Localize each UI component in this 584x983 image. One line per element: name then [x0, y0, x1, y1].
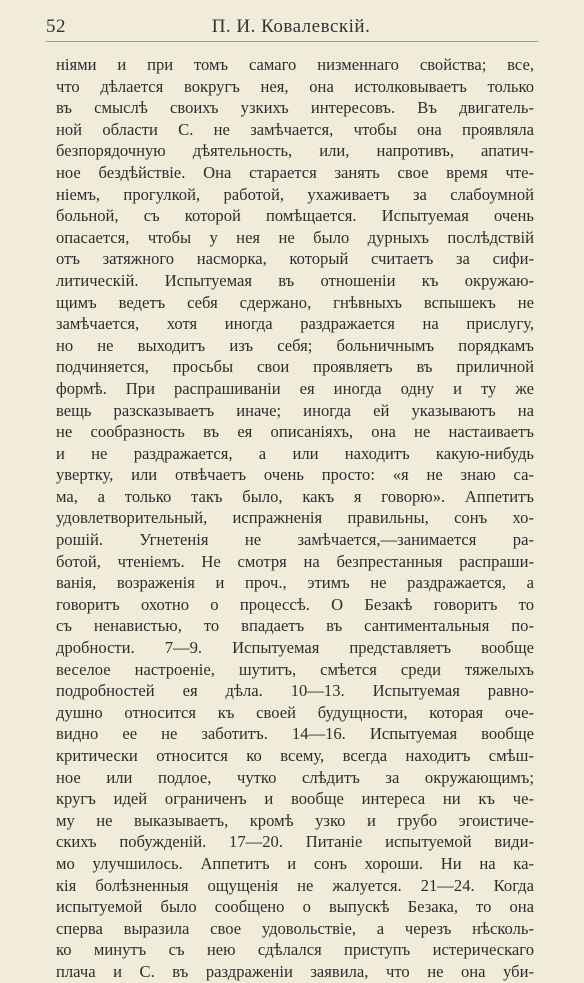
text-line: опасается, чтобы у нея не было дурныхъ послѣдствій: [56, 227, 534, 247]
body-text: [56, 54, 534, 983]
text-line: мо улучшилось. Аппетитъ и сонъ хороши. Ни на ка-: [56, 853, 534, 873]
text-line: и не раздражается, а или находитъ какую-нибудь: [56, 443, 534, 463]
text-line: ванія, возраженія и проч., этимъ не раздражается, а: [56, 573, 534, 593]
text-line: ніемъ, прогулкой, работой, ухаживаетъ за слабоумной: [56, 184, 534, 204]
text-line: кія болѣзненныя ощущенія не жалуется. 21—24. Когда: [56, 875, 534, 895]
text-line: дробности. 7—9. Испытуемая представляетъ вообще: [56, 638, 534, 658]
text-line: литическій. Испытуемая въ отношеніи къ окружаю-: [56, 270, 534, 290]
text-line: видно ее не заботитъ. 14—16. Испытуемая вообще: [56, 724, 534, 744]
text-line: му не выказываетъ, кромѣ узко и грубо эгоистиче-: [56, 810, 534, 830]
text-line: ніями и при томъ самаго низменнаго свойства; все,: [56, 55, 534, 74]
text-line: критически относится ко всему, всегда находитъ смѣш-: [56, 746, 534, 765]
text-line: кругъ идей ограниченъ и вообще интереса ни къ че-: [56, 789, 534, 809]
text-line: ное бездѣйствіе. Она старается занять свое время чте-: [56, 162, 534, 182]
text-line: въ смыслѣ своихъ узкихъ интересовъ. Въ двигатель-: [56, 98, 534, 118]
header-rule: [46, 41, 538, 42]
text-line: вещь разсказываетъ иначе; иногда ей указываютъ на: [56, 400, 534, 420]
text-line: но не выходитъ изъ себя; больничнымъ порядкамъ: [56, 335, 534, 355]
text-line: больной, съ которой помѣщается. Испытуемая очень: [56, 206, 534, 226]
text-line: ботой, чтеніемъ. Не смотря на безпрестанныя распраши-: [56, 551, 534, 571]
page-number: 52: [46, 16, 66, 37]
text-line: формѣ. При распрашиваніи ея иногда одну и ту же: [56, 378, 534, 398]
text-line: душно относится къ своей будущности, которая оче-: [56, 702, 534, 722]
text-line: плача и С. въ раздраженіи заявила, что не она уби-: [56, 961, 534, 981]
text-line: ной области С. не замѣчается, чтобы она проявляла: [56, 119, 534, 139]
text-line: рошій. Угнетенія не замѣчается,—занимается ра-: [56, 530, 534, 550]
text-line: говоритъ охотно о процессѣ. О Безакѣ говоритъ то: [56, 594, 534, 614]
text-line: отъ затяжного насморка, который считаетъ за сифи-: [56, 249, 534, 269]
text-line: съ ненавистью, то впадаетъ въ сантиментальныя по-: [56, 616, 534, 636]
text-line: ма, а только такъ было, какъ я говорю». Аппетитъ: [56, 486, 534, 506]
running-title: П. И. Ковалевскій.: [211, 16, 371, 37]
text-line: испытуемой было сообщено о выпускѣ Безака, то она: [56, 897, 534, 917]
text-line: веселое настроеніе, шутитъ, смѣется среди тяжелыхъ: [56, 659, 534, 679]
text-line: что дѣлается вокругъ нея, она истолковываетъ только: [56, 76, 534, 96]
text-line: скихъ побужденій. 17—20. Питаніе испытуемой види-: [56, 832, 534, 852]
text-line: увертку, или отвѣчаетъ очень просто: «я не знаю са-: [56, 465, 534, 485]
text-line: удовлетворительный, испражненія правильны, сонъ хо-: [56, 508, 534, 528]
running-head: [46, 10, 536, 40]
text-line: замѣчается, хотя иногда раздражается на прислугу,: [56, 314, 534, 334]
text-line: ко минутъ съ нею сдѣлался приступъ истерическаго: [56, 940, 534, 960]
text-line: щимъ ведетъ себя сдержано, гнѣвныхъ вспышекъ не: [56, 292, 534, 312]
text-line: ное или подлое, чутко слѣдитъ за окружающимъ;: [56, 767, 534, 787]
text-line: сперва выразила свое удовольствіе, а черезъ нѣсколь-: [56, 918, 534, 938]
text-line: подробностей ея дѣла. 10—13. Испытуемая равно-: [56, 681, 534, 701]
text-line: подчиняется, просьбы свои проявляетъ въ приличной: [56, 357, 534, 377]
text-line: не сообразность въ ея описаніяхъ, она не настаиваетъ: [56, 422, 534, 442]
text-line: безпорядочную дѣятельность, или, напротивъ, апатич-: [56, 141, 534, 161]
